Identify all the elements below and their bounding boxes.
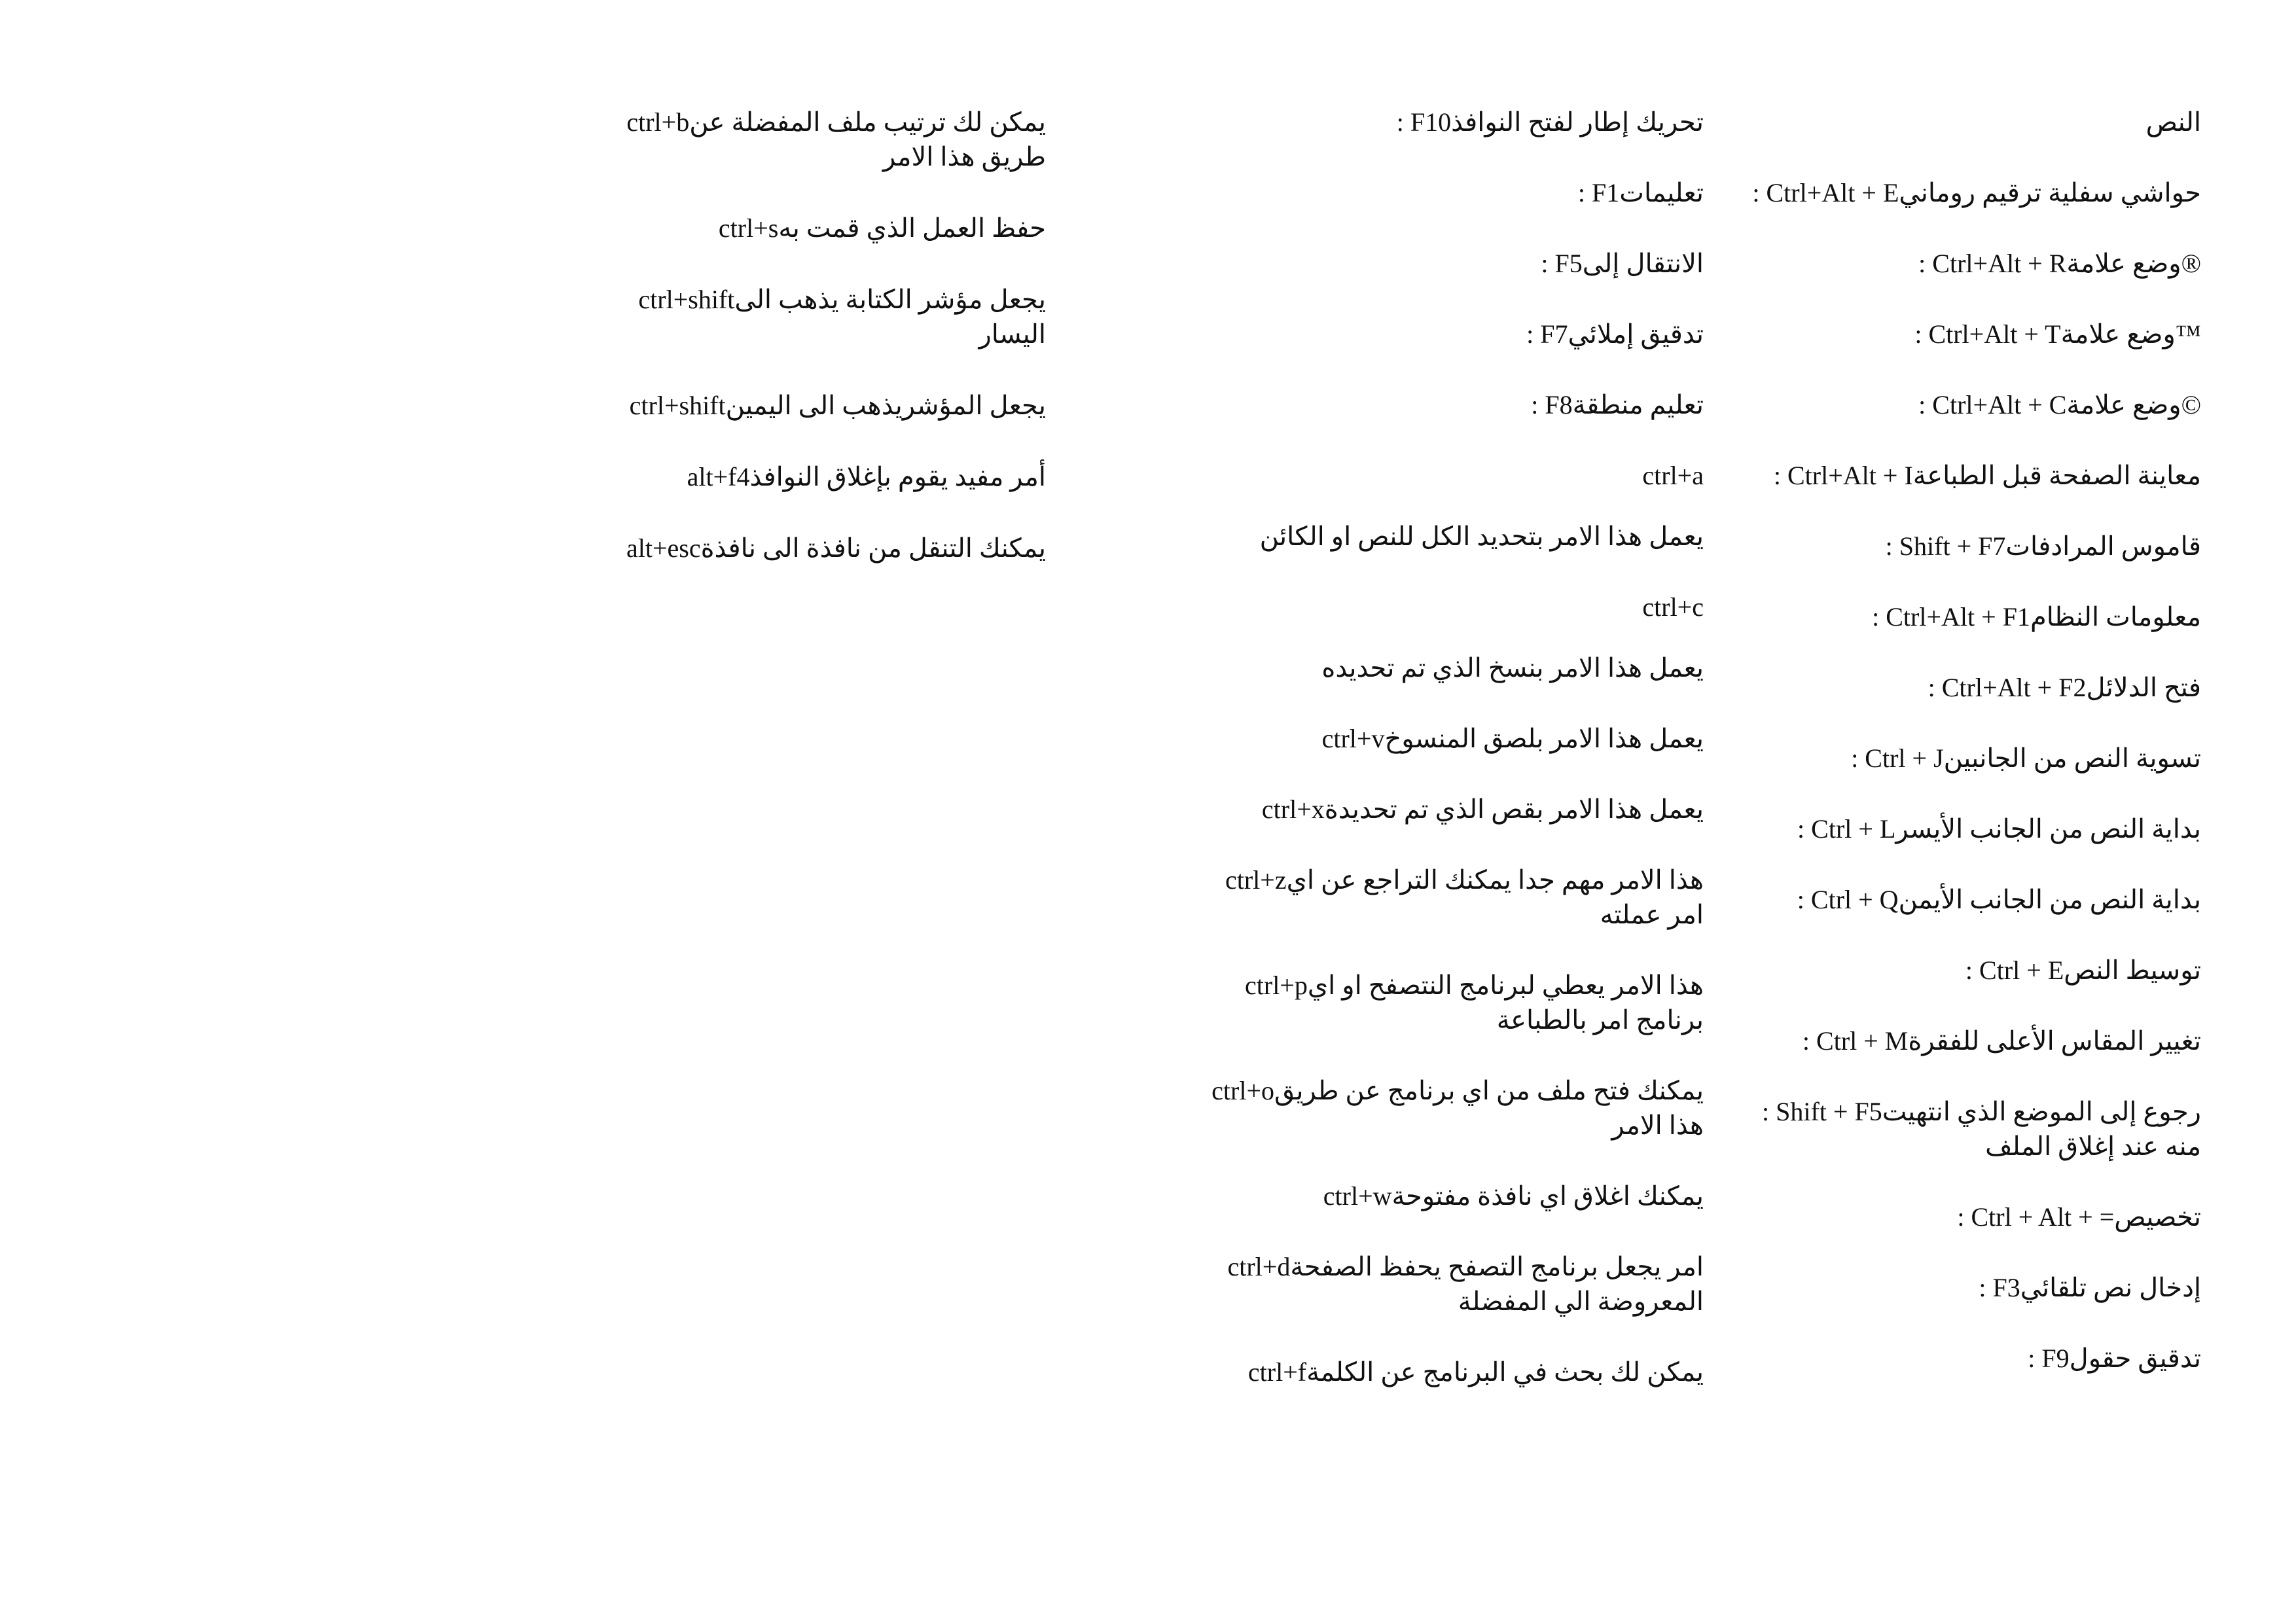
shortcut-line: ctrl+xيعمل هذا الامر بقص الذي تم تحديدة <box>1261 794 1704 824</box>
shortcut-line: : Shift + F5رجوع إلى الموضع الذي انتهيت منه عند إغلاق الملف <box>1762 1097 2201 1161</box>
shortcut-line: : F10تحريك إطار لفتح النوافذ <box>1396 107 1704 137</box>
shortcut-line: : Ctrl+Alt + Tوضع علامة™ <box>1914 319 2201 349</box>
shortcut-line: alt+escيمكنك التنقل من نافذة الى نافذة <box>626 533 1046 563</box>
shortcut-line: ctrl+sحفظ العمل الذي قمت به <box>718 213 1046 243</box>
shortcut-line: ctrl+vيعمل هذا الامر بلصق المنسوخ <box>1321 724 1704 753</box>
shortcut-line: : F3إدخال نص تلقائي <box>1979 1273 2201 1302</box>
shortcut-line: : Ctrl + Lبداية النص من الجانب الأيسر <box>1797 814 2201 844</box>
column-right <box>1743 105 2201 1412</box>
shortcut-line: : Ctrl+Alt + Eحواشي سفلية ترقيم روماني <box>1752 178 2201 207</box>
shortcut-line: : F5الانتقال إلى <box>1541 249 1704 278</box>
shortcut-line: ctrl+shiftيجعل المؤشريذهب الى اليمين <box>629 391 1046 420</box>
shortcut-line: : F1تعليمات <box>1577 178 1704 207</box>
shortcut-line: : F9تدقيق حقول <box>2028 1344 2201 1373</box>
shortcut-line: ctrl+pهذا الامر يعطي لبرنامج النتصفح او اي برنامج امر بالطباعة <box>1245 971 1704 1035</box>
shortcut-line: : Ctrl + Mتغيير المقاس الأعلى للفقرة <box>1802 1026 2201 1056</box>
shortcut-line: : F7تدقيق إملائي <box>1526 319 1704 349</box>
shortcut-line: ctrl+bيمكن لك ترتيب ملف المفضلة عن طريق هذا الامر <box>626 107 1046 171</box>
shortcut-line: : Ctrl+Alt + Cوضع علامة© <box>1918 390 2201 419</box>
shortcut-description: يعمل هذا الامر بتحديد الكل للنص او الكائن <box>1259 522 1704 551</box>
column-middle <box>1206 105 1704 1425</box>
shortcut-line: : Ctrl+Alt + Iمعاينة الصفحة قبل الطباعة <box>1773 461 2201 490</box>
shortcut-line: : F8تعليم منطقة <box>1531 390 1704 419</box>
shortcut-key: ctrl+c <box>1642 592 1704 622</box>
shortcut-line: ctrl+wيمكنك اغلاق اي نافذة مفتوحة <box>1323 1181 1704 1211</box>
shortcut-line: ctrl+shiftيجعل مؤشر الكتابة يذهب الى اليسار <box>638 285 1046 349</box>
shortcut-line: ctrl+fيمكن لك بحث في البرنامج عن الكلمة <box>1247 1357 1704 1387</box>
shortcut-line: ctrl+zهذا الامر مهم جدا يمكنك التراجع عن اي امر عملته <box>1225 865 1704 929</box>
shortcut-description: يعمل هذا الامر بنسخ الذي تم تحديده <box>1321 653 1704 683</box>
shortcut-line: : Ctrl+Alt + F2فتح الدلائل <box>1928 673 2201 702</box>
shortcut-line: : Ctrl + Jتسوية النص من الجانبين <box>1851 743 2201 773</box>
shortcut-line: : Ctrl+Alt + F1معلومات النظام <box>1872 602 2201 632</box>
shortcut-line: ctrl+oيمكنك فتح ملف من اي برنامج عن طريق هذا الامر <box>1211 1076 1704 1140</box>
shortcut-line: : Shift + F7قاموس المرادفات <box>1885 531 2201 561</box>
shortcut-line: : Ctrl+Alt + Rوضع علامة® <box>1918 249 2201 278</box>
text-line: النص <box>2145 107 2201 137</box>
shortcut-key: ctrl+a <box>1642 461 1704 490</box>
shortcut-line: : Ctrl + Eتوسيط النص <box>1965 955 2201 985</box>
shortcut-line: : Ctrl + Qبداية النص من الجانب الأيمن <box>1797 885 2201 914</box>
shortcut-line: ctrl+dامر يجعل برنامج التصفح يحفظ الصفحة المعروضة الي المفضلة <box>1227 1252 1704 1316</box>
shortcut-line: : Ctrl + Alt + =تخصيص <box>1957 1202 2201 1232</box>
column-left <box>614 105 1046 602</box>
shortcut-line: alt+f4أمر مفيد يقوم بإغلاق النوافذ <box>687 462 1046 491</box>
